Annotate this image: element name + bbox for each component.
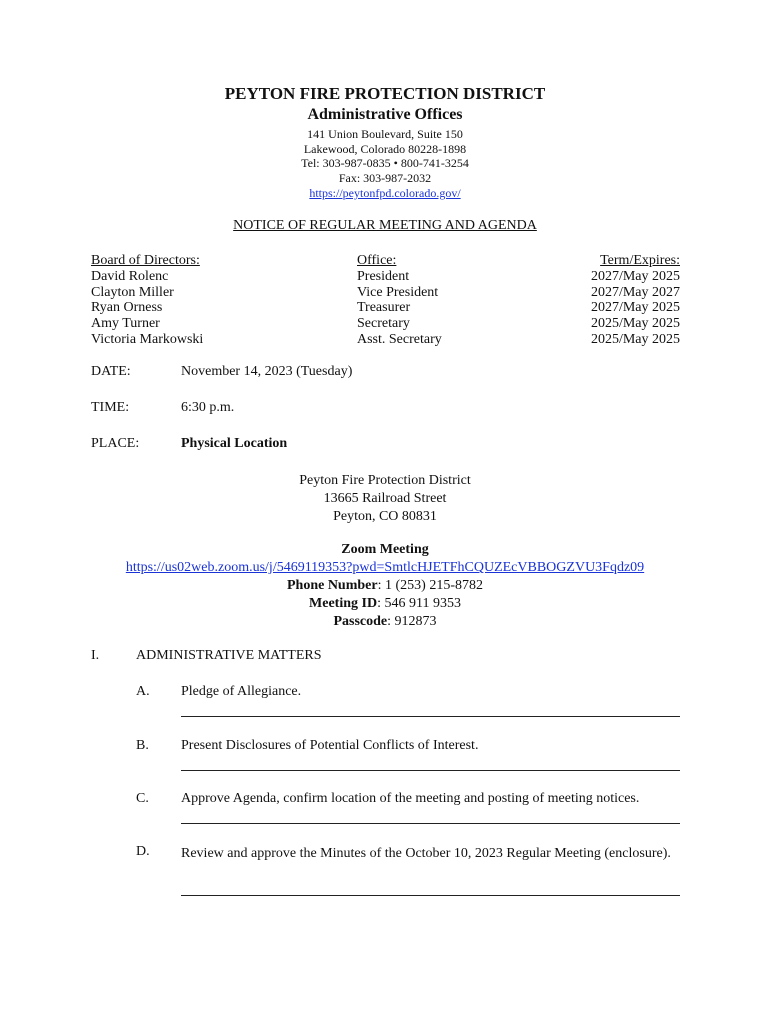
offices-subtitle: Administrative Offices [307,106,463,123]
board-member-name: David Rolenc [91,268,169,284]
fax-line: Fax: 303-987-2032 [338,171,432,185]
zoom-phone-value: : 1 (253) 215-8782 [377,578,483,593]
board-member-term: 2025/May 2025 [590,316,680,332]
place-label: PLACE: [91,436,140,451]
zoom-passcode [0,613,770,631]
board-member-office: Secretary [357,316,410,332]
zoom-passcode-label: Passcode [333,614,388,629]
location-city: Peyton, CO 80831 [333,509,437,524]
board-names-column [91,253,203,348]
board-member-office: President [357,268,410,284]
board-member-term: 2027/May 2025 [590,300,680,316]
board-member-office: Vice President [357,284,439,300]
zoom-id-value: : 546 911 9353 [377,596,461,611]
board-office-column [357,253,442,348]
board-member-term: 2025/May 2025 [590,331,680,347]
agenda-item-letter: A. [136,684,150,699]
address-line-2: Lakewood, Colorado 80228-1898 [303,142,467,156]
zoom-phone [0,577,770,595]
signature-line [181,770,680,771]
board-member-term: 2027/May 2027 [590,284,680,300]
zoom-heading: Zoom Meeting [341,542,429,557]
date-label: DATE: [91,364,131,379]
zoom-phone-label: Phone Number [286,578,378,593]
board-member-name: Clayton Miller [91,284,174,300]
phone-line: Tel: 303-987-0835 • 800-741-3254 [301,156,469,170]
board-header: Board of Directors: [91,253,200,268]
zoom-passcode-value: : 912873 [387,614,437,629]
signature-line [181,716,680,717]
board-term-column [520,253,680,348]
website-link[interactable]: https://peytonfpd.colorado.gov/ [309,186,461,200]
office-header: Office: [357,253,397,268]
agenda-item-text: Pledge of Allegiance. [181,684,302,699]
zoom-block [0,541,770,631]
board-member-office: Treasurer [357,300,411,316]
location-name: Peyton Fire Protection District [299,473,471,488]
agenda-item-text: Approve Agenda, confirm location of the meeting and posting of meeting notices. [181,791,640,806]
signature-line [181,823,680,824]
place-value: Physical Location [181,436,288,451]
time-label: TIME: [91,400,130,415]
section-number: I. [91,648,100,663]
zoom-link[interactable]: https://us02web.zoom.us/j/5469119353?pwd=SmtlcHJETFhCQUZEcVBBOGZVU3Fqdz09 [125,560,645,575]
website-line [0,186,770,201]
board-member-name: Amy Turner [91,316,160,332]
address-line-1: 141 Union Boulevard, Suite 150 [307,127,463,141]
agenda-item-letter: B. [136,738,149,753]
zoom-id-label: Meeting ID [309,596,378,611]
agenda-item-letter: C. [136,791,149,806]
agenda-item-text: Present Disclosures of Potential Conflicts of Interest. [181,738,479,753]
agenda-item-letter: D. [136,844,150,859]
zoom-meeting-id [0,595,770,613]
board-member-name: Victoria Markowski [91,331,204,347]
location-street: 13665 Railroad Street [323,491,447,506]
date-value: November 14, 2023 (Tuesday) [181,364,353,379]
section-title: ADMINISTRATIVE MATTERS [136,648,322,663]
district-title: PEYTON FIRE PROTECTION DISTRICT [224,84,546,103]
signature-line [181,895,680,896]
notice-title: NOTICE OF REGULAR MEETING AND AGENDA [233,218,537,233]
board-member-office: Asst. Secretary [357,331,442,347]
location-block [0,472,770,526]
time-value: 6:30 p.m. [181,400,235,415]
term-header: Term/Expires: [600,253,680,268]
board-member-name: Ryan Orness [91,300,163,316]
board-member-term: 2027/May 2025 [590,268,680,284]
agenda-item-text: Review and approve the Minutes of the October 10, 2023 Regular Meeting (enclosure). [181,846,671,861]
